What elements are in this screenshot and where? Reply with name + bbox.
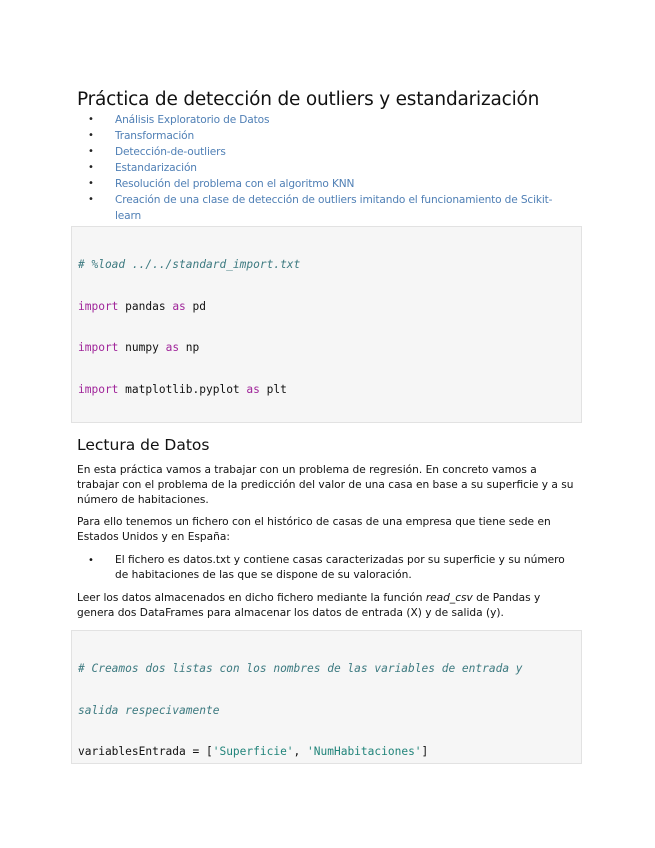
- toc-link-clase-outliers[interactable]: • Creación de una clase de detección de outliers imitando el funcionamiento de Scikit-learn: [88, 192, 568, 224]
- bullet-list: [88, 553, 566, 583]
- paragraph-read-csv: Leer los datos almacenados en dicho fichero mediante la función read_csv de Pandas y genera dos DataFrames para almacenar los datos de entrada (X) y de salida (y).: [77, 592, 541, 619]
- toc-link-knn[interactable]: • Resolución del problema con el algoritmo KNN: [88, 176, 568, 192]
- code-cell-imports[interactable]: # %load ../../standard_import.txt import pandas as pd import numpy as np import matplotlib.pyplot as plt: [71, 226, 582, 423]
- paragraph-intro: En esta práctica vamos a trabajar con un problema de regresión. En concreto vamos a trabajar con el problema de la predicción del valor de una casa en base a su superficie y a su número de habitaciones.: [77, 464, 574, 506]
- function-name: read_csv: [425, 592, 473, 604]
- section-title: Lectura de Datos: [77, 436, 210, 454]
- code-cell-read-data[interactable]: # Creamos dos listas con los nombres de las variables de entrada y salida respecivamente variablesEntrada = ['Superficie', 'NumHabitaciones']: [71, 630, 582, 764]
- toc-link-estandarizacion[interactable]: • Estandarización: [88, 160, 568, 176]
- table-of-contents: [88, 112, 568, 224]
- bullet-item: • El fichero es datos.txt y contiene casas caracterizadas por su superficie y su número de habitaciones de las que se dispone de su valoración.: [88, 553, 566, 583]
- toc-link-eda[interactable]: • Análisis Exploratorio de Datos: [88, 112, 568, 128]
- toc-link-outliers[interactable]: • Detección-de-outliers: [88, 144, 568, 160]
- page-title: Práctica de detección de outliers y estandarización: [77, 89, 540, 110]
- toc-link-transformacion[interactable]: • Transformación: [88, 128, 568, 144]
- paragraph-fichero: Para ello tenemos un fichero con el histórico de casas de una empresa que tiene sede en Estados Unidos y en España:: [77, 516, 551, 543]
